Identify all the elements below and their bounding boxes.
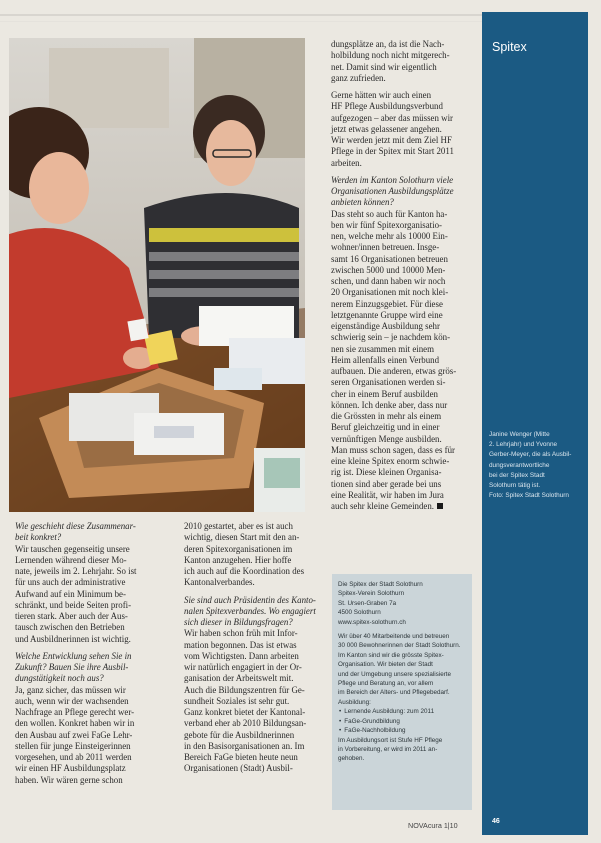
text-line: beit konkret?	[15, 532, 62, 543]
info-desc-line: und der Umgebung unsere spezialisierte	[338, 670, 452, 678]
text-line: tionen sind aber gerade bei uns	[331, 478, 442, 489]
question-4	[331, 175, 469, 209]
caption-line: Gerber-Meyer, die als Ausbil-	[489, 451, 572, 459]
text-line: auch, wenn wir der wachsenden	[15, 695, 129, 706]
info-note-line: in Vorbereitung, er wird im 2011 an-	[338, 745, 438, 753]
article-column-1	[15, 521, 137, 786]
question-3	[184, 594, 316, 629]
text-line: können. Ich denke aber, dass nur	[331, 399, 448, 410]
text-line: samt 16 Organisationen betreuen	[331, 253, 448, 264]
text-line: vom Wichtigsten. Dann arbeiten	[184, 650, 299, 661]
text-line: 20 Organisationen mit noch klei-	[331, 287, 449, 298]
text-line: ben wir fünf Spitexorganisatio-	[331, 219, 442, 230]
text-line: rig ist. Diese kleinen Organisa-	[331, 467, 442, 478]
text-line: und Ausbildnerinnen ist wichtig.	[15, 633, 131, 644]
info-note-line: Im Ausbildungsort ist Stufe HF Pflege	[338, 736, 443, 744]
text-line: arbeiten.	[331, 157, 362, 168]
answer-4	[331, 209, 469, 513]
info-line: Spitex-Verein Solothurn	[338, 590, 405, 598]
text-line: haben. Wir wären gerne schon	[15, 774, 123, 785]
text-line: Organisationen (Stadt) Ausbil-	[184, 763, 293, 774]
answer-3	[184, 628, 307, 774]
section-title: Spitex	[492, 40, 527, 54]
info-city: 4500 Solothurn	[338, 609, 381, 617]
section-sidebar	[482, 12, 588, 835]
text-line: Kanton anzugehen. Hier hoffe	[184, 554, 292, 565]
info-bullet: • FaGe-Grundbildung	[338, 717, 467, 726]
text-line: Beruf gleichzeitig und in einer	[331, 422, 440, 433]
text-line: Bereich FaGe bieten heute neun	[184, 752, 298, 762]
text-line: dungsplätze an, da ist die Nach-	[331, 39, 445, 49]
text-line: Aufwand auf ein Minimum be-	[15, 588, 126, 599]
article-photo	[9, 38, 305, 512]
text-line: stellen für junge Einsteigerinnen	[15, 740, 131, 751]
text-line: jetzt etwas gelassener angehen.	[331, 123, 442, 134]
text-line: eine kleine Spitex enorm schwie-	[331, 456, 450, 466]
text-line: aufgezogen – aber das müssen wir	[331, 112, 453, 123]
text-line: schränkt, und beide Seiten profi-	[15, 599, 132, 610]
text-line: Heim allenfalls einen Verbund	[331, 354, 440, 365]
text-line: nate, jeweils im 2. Lehrjahr. So ist	[15, 566, 137, 576]
text-line: verband eher ab 2010 Bildungsan-	[184, 718, 307, 729]
text-line: in den Basisorganisationen an. Im	[184, 740, 305, 751]
answer-2-continued	[184, 521, 305, 589]
text-line: nalen Spitexverbandes. Wo engagiert	[184, 605, 316, 616]
text-line: Pflege in der Spitex mit Start 2011	[331, 146, 454, 157]
photo-caption	[489, 430, 584, 501]
info-bullet: • FaGe-Nachholbildung	[338, 726, 467, 735]
text-line: nerem Einzugsgebiet. Für diese	[331, 298, 443, 309]
info-website: www.spitex-solothurn.ch	[338, 618, 406, 626]
text-line: den Ausbau auf zwei FaGe Lehr-	[15, 729, 133, 740]
text-line: 2010 gestartet, aber es ist auch	[184, 521, 293, 531]
answer-2	[15, 684, 135, 786]
info-desc-line: im Bereich der Alters- und Pflegebedarf.	[338, 689, 450, 697]
paragraph-hf-pflege	[331, 90, 469, 169]
text-line: wir einen HF Ausbildungsplatz	[15, 763, 126, 774]
answer-3-continued	[331, 39, 469, 84]
text-line: für uns auch der administrative	[15, 577, 126, 588]
answer-1	[15, 543, 137, 645]
text-line: sich dieser in Bildungsfragen?	[184, 617, 293, 627]
end-of-article-mark	[437, 503, 443, 509]
info-ausbildung-label: Ausbildung:	[338, 698, 371, 706]
question-1	[15, 521, 136, 544]
top-rule-secondary	[0, 21, 482, 22]
text-line: Lernenden während dieser Mo-	[15, 554, 127, 565]
text-line: HF Pflege Ausbildungsverbund	[331, 101, 443, 112]
info-desc-line: 30 000 Bewohnerinnen der Stadt Solothurn.	[338, 642, 461, 650]
text-line: Zukunft? Bauen Sie ihre Ausbil-	[15, 662, 129, 672]
text-line: cher in einem Beruf ausbilden	[331, 388, 438, 399]
text-line: net. Damit sind wir eigentlich	[331, 61, 437, 72]
info-desc-line: Wir über 40 Mitarbeitende und betreuen	[338, 633, 450, 641]
caption-line: bei der Spitex Stadt	[489, 471, 545, 479]
text-line: ich auch auf die Koordination des	[184, 566, 305, 576]
text-line: Werden im Kanton Solothurn viele	[331, 174, 454, 185]
text-line: Ganz konkret bietet der Kantonal-	[184, 707, 306, 717]
text-line: deren Spitexorganisationen im	[184, 543, 293, 554]
text-line: Organisationen Ausbildungsplätze	[331, 186, 454, 196]
text-line: zwischen 5000 und 10000 Men-	[331, 264, 446, 275]
text-line: Nachfrage an Pflege gerecht wer-	[15, 707, 135, 717]
text-line: wichtig, diesen Start mit den an-	[184, 532, 300, 543]
page-footer: NOVAcura 1|10	[408, 821, 458, 830]
text-line: nen, welche mehr als 10000 Ein-	[331, 231, 448, 241]
text-line: gebote für die Ausbildnerinnen	[184, 729, 295, 740]
text-line: letztgenannte Gruppe wird eine	[331, 309, 443, 320]
text-line: ganisation der Arbeitswelt mit.	[184, 673, 294, 684]
page-number: 46	[492, 818, 500, 825]
text-line: Wir tauschen gegenseitig unsere	[15, 543, 130, 554]
text-line: eigenständige Ausbildung sehr	[331, 321, 440, 331]
text-line: die Grössten in mehr als einem	[331, 411, 442, 421]
text-line: auch sehr kleine Gemeinden.	[331, 501, 435, 511]
text-line: Wie geschieht diese Zusammenar-	[15, 521, 136, 531]
info-desc-line: Organisation. Wir bieten der Stadt	[338, 661, 433, 669]
text-line: wir natürlich engagiert in der Or-	[184, 662, 302, 672]
text-line: Welche Entwicklung sehen Sie in	[15, 650, 132, 661]
text-line: aufbauen. Die anderen, etwas grös-	[331, 366, 457, 376]
text-line: Kantonalverbandes.	[184, 577, 255, 588]
text-line: holbildung noch nicht mitgerech-	[331, 50, 450, 61]
caption-line: Foto: Spitex Stadt Solothurn	[489, 492, 569, 500]
info-bullet: • Lernende Ausbildung: zum 2011	[338, 707, 467, 716]
text-line: tieren stark. Aber auch der Aus-	[15, 611, 128, 621]
text-line: schen, und dann haben wir noch	[331, 276, 446, 286]
text-line: wohner/innen betreuen. Insge-	[331, 242, 440, 253]
question-2	[15, 650, 132, 685]
text-line: vernünftigen Menge ausbilden.	[331, 433, 442, 444]
info-note-line: gehoben.	[338, 755, 365, 763]
caption-line: Solothurn tätig ist.	[489, 482, 541, 490]
info-desc-line: Im Kanton sind wir die grösste Spitex-	[338, 651, 444, 659]
text-line: anbieten können?	[331, 197, 394, 208]
info-desc-line: Pflege und Beratung an, vor allem	[338, 680, 434, 688]
info-org-name: Die Spitex der Stadt Solothurn	[338, 581, 423, 588]
text-line: sundheit Soziales ist sehr gut.	[184, 695, 290, 706]
info-address: St. Ursen-Graben 7a	[338, 599, 397, 607]
article-column-3	[331, 39, 469, 512]
text-line: mation begonnen. Das ist etwas	[184, 639, 297, 650]
text-line: dungstätigkeit noch aus?	[15, 673, 104, 684]
caption-line: 2. Lehrjahr) und Yvonne	[489, 441, 558, 449]
text-line: vorgesehen, und ab 2011 werden	[15, 752, 132, 762]
text-line: Ja, ganz sicher, das müssen wir	[15, 684, 126, 695]
text-line: Auch die Bildungszentren für Ge-	[184, 684, 305, 695]
text-line: eine Realität, wir haben im Jura	[331, 489, 444, 500]
info-box	[332, 574, 472, 810]
text-line: Man muss schon sagen, dass es für	[331, 444, 455, 455]
text-line: Das steht so auch für Kanton ha-	[331, 208, 448, 219]
text-line: tausch zwischen den Betrieben	[15, 622, 125, 633]
text-line: den wollen. Konkret haben wir in	[15, 718, 135, 729]
text-line: Gerne hätten wir auch einen	[331, 90, 432, 100]
caption-line: Janine Wenger (Mitte	[489, 431, 550, 438]
text-line: ganz zufrieden.	[331, 72, 386, 83]
text-line: Wir werden jetzt mit dem Ziel HF	[331, 135, 452, 145]
text-line: Sie sind auch Präsidentin des Kanto-	[184, 594, 316, 605]
text-line: nen sie zusammen mit einem	[331, 343, 435, 354]
top-rule	[0, 14, 482, 16]
text-line: schwierig sein – je nachdem kön-	[331, 332, 451, 343]
text-line: seren Organisationen werden si-	[331, 377, 446, 388]
photo-illustration	[9, 38, 305, 512]
text-line: Wir haben schon früh mit Infor-	[184, 628, 298, 639]
caption-line: dungsverantwortliche	[489, 461, 550, 469]
article-column-2	[184, 521, 316, 775]
